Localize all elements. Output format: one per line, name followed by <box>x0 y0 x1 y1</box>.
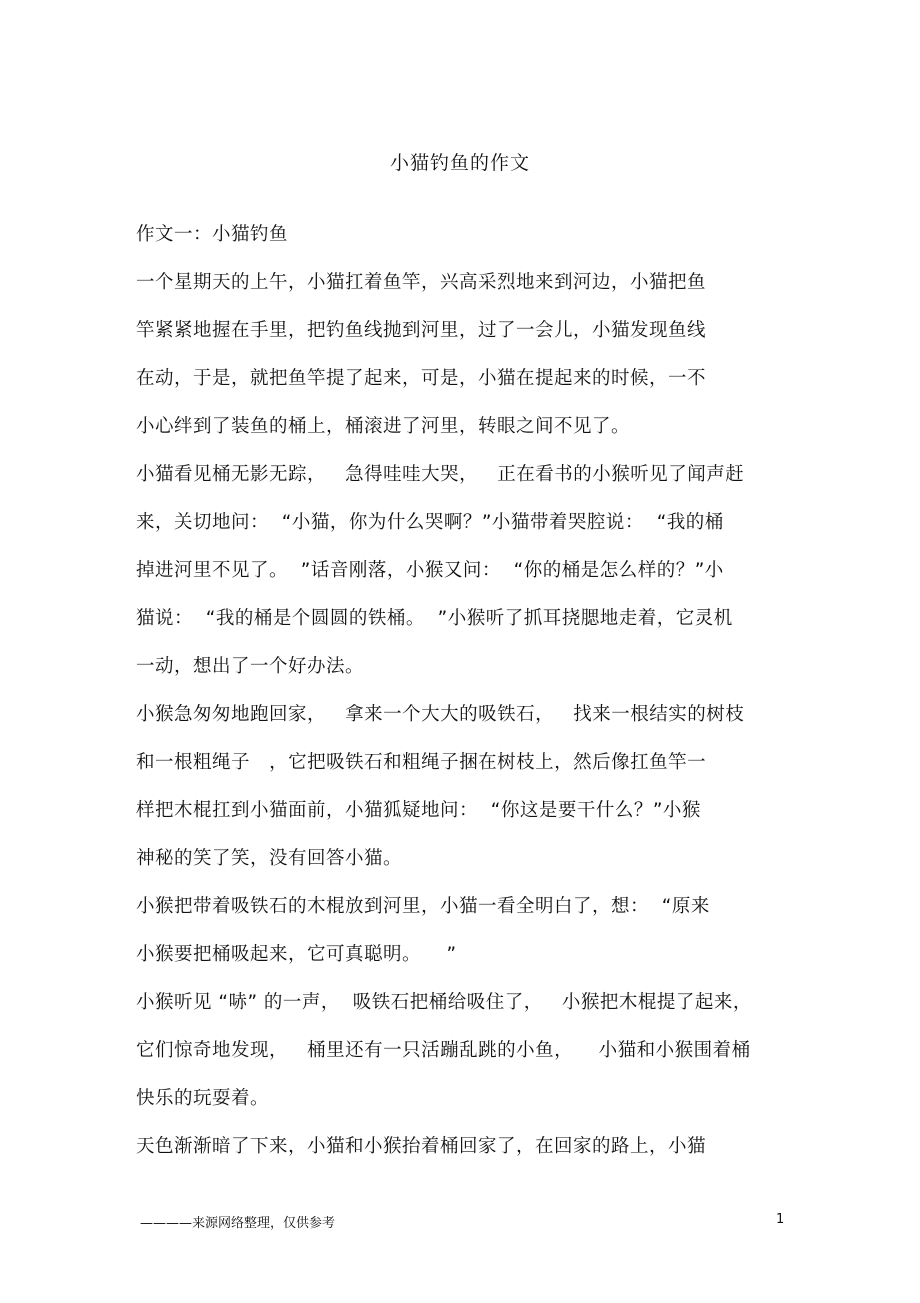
document-title: 小猫钓鱼的作文 <box>389 152 530 174</box>
text-line: 和一根粗绳子 ，它把吸铁石和粗绳子捆在树枝上，然后像扛鱼竿一 <box>136 752 707 773</box>
text-line: 掉进河里不见了。 ”话音刚落，小猴又问： “你的桶是怎么样的？”小 <box>136 560 724 581</box>
text-line: 在动，于是，就把鱼竿提了起来，可是，小猫在提起来的时候，一不 <box>136 368 707 389</box>
text-line: 作文一：小猫钓鱼 <box>136 224 289 245</box>
text-line: 小猴急匆匆地跑回家， 拿来一个大大的吸铁石， 找来一根结实的树枝 <box>136 704 745 725</box>
text-line: 一动，想出了一个好办法。 <box>136 656 365 677</box>
text-line: 样把木棍扛到小猫面前，小猫狐疑地问： “你这是要干什么？”小猴 <box>136 800 701 821</box>
text-line: 一个星期天的上午，小猫扛着鱼竿，兴高采烈地来到河边，小猫把鱼 <box>136 272 707 293</box>
text-line: 它们惊奇地发现， 桶里还有一只活蹦乱跳的小鱼， 小猫和小猴围着桶 <box>136 1040 751 1061</box>
text-line: 小猴听见 “哧” 的一声， 吸铁石把桶给吸住了， 小猴把木棍提了起来， <box>136 992 752 1013</box>
text-line: 小猴把带着吸铁石的木棍放到河里，小猫一看全明白了，想： “原来 <box>136 896 710 917</box>
text-line: 小猴要把桶吸起来，它可真聪明。 ” <box>136 944 457 965</box>
text-line: 快乐的玩耍着。 <box>136 1088 270 1109</box>
page-number: 1 <box>776 1212 785 1227</box>
text-line: 神秘的笑了笑，没有回答小猫。 <box>136 848 403 869</box>
text-line: 竿紧紧地握在手里，把钓鱼线抛到河里，过了一会儿，小猫发现鱼线 <box>136 320 707 341</box>
text-line: 猫说： “我的桶是个圆圆的铁桶。 ”小猴听了抓耳挠腮地走着，它灵机 <box>136 608 733 629</box>
text-line: 来，关切地问： “小猫，你为什么哭啊？”小猫带着哭腔说： “我的桶 <box>136 512 724 533</box>
text-line: 小心绊到了装鱼的桶上，桶滚进了河里，转眼之间不见了。 <box>136 416 631 437</box>
text-line: 天色渐渐暗了下来，小猫和小猴抬着桶回家了，在回家的路上，小猫 <box>136 1136 707 1157</box>
text-line: 小猫看见桶无影无踪， 急得哇哇大哭， 正在看书的小猴听见了闻声赶 <box>136 464 745 485</box>
footer-source-note: ————来源网络整理，仅供参考 <box>140 1216 336 1231</box>
